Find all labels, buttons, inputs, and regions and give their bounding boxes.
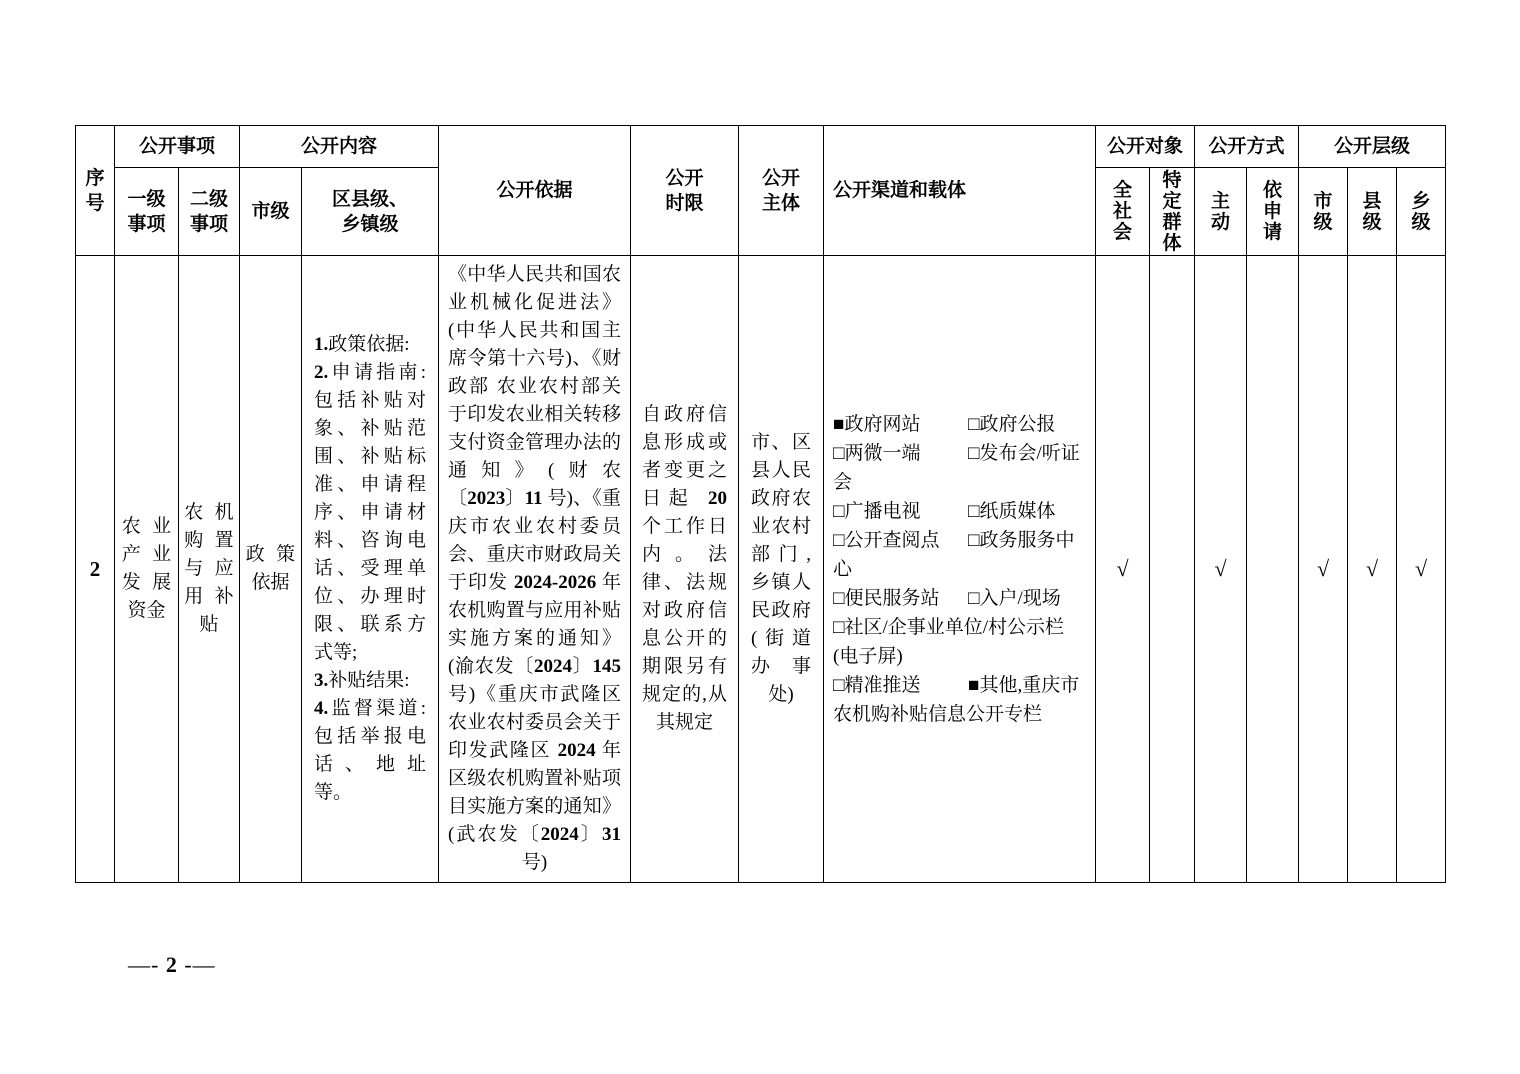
text-segment: 〕	[505, 488, 525, 509]
channel-line	[833, 439, 1087, 497]
text-segment: 《中华人民共和国农业机械化促进法》(中华人民共和国主席令第十六号)、《财政部 农业农村部关于印发农业相关转移支付资金管理办法的通知》(财农〔	[448, 264, 621, 509]
check-mark-public: √	[1116, 556, 1129, 581]
basis-text	[439, 261, 630, 877]
channel-label: 精准推送	[844, 674, 921, 696]
item-text: 补贴结果:	[328, 670, 410, 691]
district-content-item	[314, 359, 426, 667]
district-content-item	[314, 667, 426, 695]
header-subject: 公开主体	[739, 126, 824, 256]
text-segment: 2024	[557, 740, 596, 761]
text-segment: 2024-2026	[513, 572, 597, 593]
cell-level2-item	[179, 256, 240, 883]
check-mark-active: √	[1214, 556, 1227, 581]
channel-label: 纸质媒体	[979, 500, 1056, 522]
channel-label: 政府网站	[844, 413, 921, 435]
cell-level1-item	[115, 256, 179, 883]
row-sequence-number: 2	[89, 557, 101, 581]
channel-item	[833, 497, 968, 526]
checkbox-unchecked-icon: □	[968, 529, 980, 551]
checkbox-unchecked-icon: □	[833, 674, 845, 696]
cell-mark-request	[1247, 256, 1299, 883]
cell-mark-city	[1299, 256, 1348, 883]
level1-item-text: 农业产业发展资金	[121, 516, 172, 621]
text-segment: 年区级农机购置补贴项目实施方案的通知》(武农发〔	[448, 740, 621, 845]
cell-district-content	[302, 256, 439, 883]
checkbox-checked-icon: ■	[968, 674, 980, 696]
check-mark-township: √	[1414, 556, 1428, 581]
subject-text: 市、区县人民政府农业农村部门,乡镇人民政府(街道办事处)	[751, 432, 811, 705]
text-segment: 号)、《重庆市农业农村委员会、重庆市财政局关于印发	[448, 488, 621, 593]
footer-dash-left: —-	[128, 952, 160, 977]
header-district: 区县级、乡镇级	[302, 168, 439, 256]
header-city: 市级	[240, 168, 302, 256]
text-segment: 31	[602, 824, 621, 845]
channel-line	[833, 613, 1087, 671]
text-segment: 自政府信息形成或者变更之日起	[642, 404, 727, 509]
cell-mark-specific	[1150, 256, 1195, 883]
header-group-content: 公开内容	[240, 126, 439, 168]
text-segment: 〕	[578, 824, 602, 845]
channel-item	[833, 439, 968, 468]
channel-label: 便民服务站	[844, 587, 940, 609]
channel-label: 两微一端	[844, 442, 921, 464]
text-segment: 〕	[572, 656, 593, 677]
district-content-item	[314, 695, 426, 807]
channel-label: 广播电视	[844, 500, 921, 522]
item-text: 监督渠道:包括举报电话、地址等。	[314, 698, 426, 803]
item-number: 1.	[314, 334, 329, 355]
channel-line	[833, 671, 1087, 729]
header-level1-item: 一级事项	[115, 168, 179, 256]
channel-item	[833, 584, 968, 613]
header-audience-specific: 特定群体	[1150, 168, 1195, 256]
cell-mark-township	[1397, 256, 1446, 883]
checkbox-unchecked-icon: □	[833, 529, 845, 551]
channel-item	[833, 671, 968, 700]
page-number: 2	[165, 952, 178, 977]
cell-seq	[76, 256, 115, 883]
cell-mark-public	[1096, 256, 1150, 883]
header-group-method: 公开方式	[1195, 126, 1299, 168]
text-segment: 个工作日内。法律、法规对政府信息公开的期限另有规定的,从其规定	[642, 516, 727, 733]
time-limit-text	[631, 401, 738, 737]
channel-label: 发布会/听证会	[833, 442, 1080, 493]
cell-city-content	[240, 256, 302, 883]
header-group-audience: 公开对象	[1096, 126, 1195, 168]
cell-time-limit	[631, 256, 739, 883]
channel-line	[833, 584, 1087, 613]
channel-label: 社区/企事业单位/村公示栏(电子屏)	[833, 616, 1065, 667]
checkbox-unchecked-icon: □	[833, 587, 845, 609]
channel-line	[833, 410, 1087, 439]
checkbox-unchecked-icon: □	[833, 500, 845, 522]
checkbox-unchecked-icon: □	[968, 587, 980, 609]
item-text: 政策依据:	[328, 334, 410, 355]
header-time-limit: 公开时限	[631, 126, 739, 256]
header-basis: 公开依据	[439, 126, 631, 256]
header-audience-public: 全社会	[1096, 168, 1150, 256]
channel-label: 政务服务中心	[833, 529, 1075, 580]
text-segment: 2023	[467, 488, 506, 509]
district-content-list	[302, 331, 438, 807]
text-segment: 11	[524, 488, 543, 509]
cell-mark-county	[1348, 256, 1397, 883]
item-number: 4.	[314, 698, 329, 719]
channel-item	[833, 410, 968, 439]
disclosure-table	[75, 125, 1446, 883]
cell-channels	[824, 256, 1096, 883]
level2-item-text: 农机购置与应用补贴	[184, 502, 234, 635]
text-segment: 145	[592, 656, 621, 677]
cell-basis	[439, 256, 631, 883]
checkbox-unchecked-icon: □	[833, 442, 845, 464]
check-mark-county: √	[1365, 556, 1379, 581]
checkbox-checked-icon: ■	[833, 413, 845, 435]
header-group-items: 公开事项	[115, 126, 240, 168]
channel-label: 公开查阅点	[844, 529, 940, 551]
channel-list	[824, 410, 1095, 729]
header-method-active: 主动	[1195, 168, 1247, 256]
text-segment: 年农机购置与应用补贴实施方案的通知》(渝农发〔	[448, 572, 621, 677]
page-footer	[128, 952, 216, 978]
channel-line	[833, 526, 1087, 584]
header-level2-item: 二级事项	[179, 168, 240, 256]
cell-subject	[739, 256, 824, 883]
header-level-township: 乡级	[1397, 168, 1446, 256]
channel-line	[833, 497, 1087, 526]
channel-label: 其他,重庆市农机购补贴信息公开专栏	[833, 674, 1080, 725]
header-method-request: 依申请	[1247, 168, 1299, 256]
text-segment: 2024	[540, 824, 579, 845]
header-group-level: 公开层级	[1299, 126, 1446, 168]
checkbox-unchecked-icon: □	[968, 413, 980, 435]
item-number: 2.	[314, 362, 329, 383]
cell-mark-active	[1195, 256, 1247, 883]
city-content-text: 政策依据	[245, 544, 296, 593]
channel-label: 入户/现场	[979, 587, 1061, 609]
text-segment: 2024	[534, 656, 573, 677]
text-segment: 20	[708, 488, 727, 509]
checkbox-unchecked-icon: □	[968, 442, 980, 464]
district-content-item	[314, 331, 426, 359]
footer-dash-right: -—	[184, 952, 216, 977]
checkbox-unchecked-icon: □	[968, 500, 980, 522]
checkbox-unchecked-icon: □	[833, 616, 845, 638]
text-segment: 号)《重庆市武隆区农业农村委员会关于印发武隆区	[448, 684, 621, 761]
header-level-county: 县级	[1348, 168, 1397, 256]
header-seq: 序号	[76, 126, 115, 256]
channel-item	[833, 526, 968, 555]
header-channels: 公开渠道和载体	[824, 126, 1096, 256]
header-level-city: 市级	[1299, 168, 1348, 256]
item-text: 申请指南:包括补贴对象、补贴范围、补贴标准、申请程序、申请材料、咨询电话、受理单位、办理时限、联系方式等;	[314, 362, 426, 663]
item-number: 3.	[314, 670, 329, 691]
check-mark-city: √	[1316, 556, 1330, 581]
text-segment: 号)	[521, 852, 548, 873]
channel-label: 政府公报	[979, 413, 1056, 435]
